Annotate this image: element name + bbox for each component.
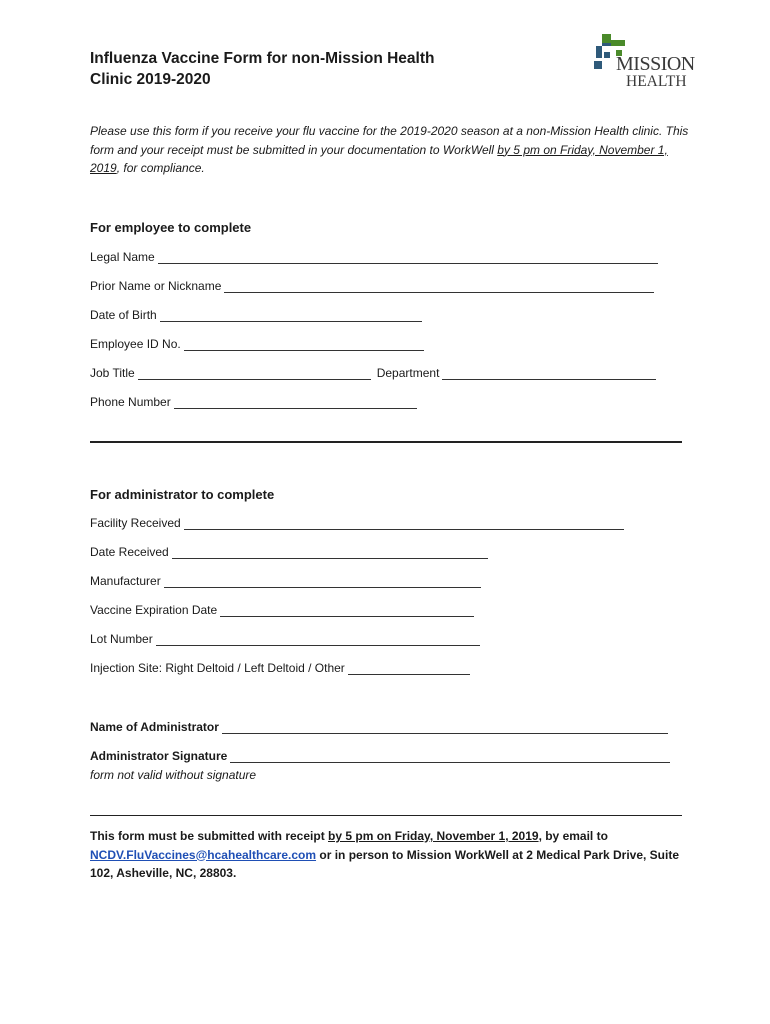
footer-instructions	[90, 827, 690, 883]
mission-health-logo	[590, 34, 700, 94]
admin-section-heading: For administrator to complete	[90, 487, 275, 502]
job-title-input-line[interactable]	[138, 368, 371, 380]
injection-site-field[interactable]	[90, 661, 470, 675]
footer-suffix: or in person to Mission WorkWell at 2 Medical Park Drive, Suite 102, Asheville, NC, 28803.	[90, 847, 680, 880]
department-label: Department	[376, 366, 440, 380]
lot-number-field[interactable]	[90, 632, 480, 646]
logo-line-1: MISSION	[616, 53, 695, 75]
admin-name-label: Name of Administrator	[90, 720, 219, 734]
expiration-input-line[interactable]	[220, 605, 474, 617]
legal-name-input-line[interactable]	[158, 252, 658, 264]
employee-section-heading: For employee to complete	[90, 220, 252, 235]
admin-name-input-line[interactable]	[222, 722, 668, 734]
job-title-department-row	[90, 366, 656, 380]
expiration-field[interactable]	[90, 603, 474, 617]
intro-paragraph	[90, 122, 690, 178]
facility-label: Facility Received	[90, 516, 181, 530]
prior-name-input-line[interactable]	[224, 281, 654, 293]
signature-note: form not valid without signature	[90, 768, 257, 782]
admin-name-field[interactable]	[90, 720, 668, 734]
legal-name-field[interactable]	[90, 250, 658, 264]
intro-deadline: by 5 pm on Friday, November 1, 2019	[90, 142, 668, 175]
manufacturer-field[interactable]	[90, 574, 481, 588]
lot-number-input-line[interactable]	[156, 634, 480, 646]
manufacturer-label: Manufacturer	[90, 574, 161, 588]
date-received-input-line[interactable]	[172, 547, 488, 559]
employee-id-field[interactable]	[90, 337, 424, 351]
job-title-label: Job Title	[90, 366, 135, 380]
admin-signature-field[interactable]	[90, 749, 670, 763]
phone-input-line[interactable]	[174, 397, 417, 409]
department-input-line[interactable]	[442, 368, 656, 380]
dob-label: Date of Birth	[90, 308, 157, 322]
expiration-label: Vaccine Expiration Date	[90, 603, 218, 617]
logo-line-2: HEALTH	[626, 73, 687, 90]
employee-id-input-line[interactable]	[184, 339, 424, 351]
manufacturer-input-line[interactable]	[164, 576, 481, 588]
phone-label: Phone Number	[90, 395, 171, 409]
dob-input-line[interactable]	[160, 310, 422, 322]
injection-site-label: Injection Site: Right Deltoid / Left Deltoid / Other	[90, 661, 345, 675]
facility-input-line[interactable]	[184, 518, 624, 530]
prior-name-field[interactable]	[90, 279, 654, 293]
date-received-field[interactable]	[90, 545, 488, 559]
lot-number-label: Lot Number	[90, 632, 153, 646]
facility-field[interactable]	[90, 516, 624, 530]
intro-text: Please use this form if you receive your flu vaccine for the 2019-2020 season at a non-Mission Health clinic. This form and your receipt must be submitted in your documentation to WorkWell	[90, 124, 689, 157]
title-line-2: Clinic 2019-2020	[90, 71, 211, 88]
phone-field[interactable]	[90, 395, 417, 409]
intro-suffix: , for compliance.	[116, 161, 205, 175]
section-divider	[90, 441, 682, 443]
employee-id-label: Employee ID No.	[90, 337, 181, 351]
dob-field[interactable]	[90, 308, 422, 322]
footer-prefix: This form must be submitted with receipt	[90, 829, 329, 843]
admin-signature-label: Administrator Signature	[90, 749, 228, 763]
title-line-1: Influenza Vaccine Form for non-Mission Health	[90, 50, 435, 67]
legal-name-label: Legal Name	[90, 250, 155, 264]
injection-site-input-line[interactable]	[348, 663, 470, 675]
footer-deadline: by 5 pm on Friday, November 1, 2019	[328, 829, 539, 843]
page-title	[90, 48, 435, 90]
email-link[interactable]: NCDV.FluVaccines@hcahealthcare.com	[90, 847, 317, 862]
footer-middle: , by email to	[538, 829, 608, 843]
logo-wordmark	[616, 54, 695, 90]
date-received-label: Date Received	[90, 545, 169, 559]
prior-name-label: Prior Name or Nickname	[90, 279, 222, 293]
footer-divider	[90, 815, 682, 816]
admin-signature-input-line[interactable]	[230, 751, 670, 763]
